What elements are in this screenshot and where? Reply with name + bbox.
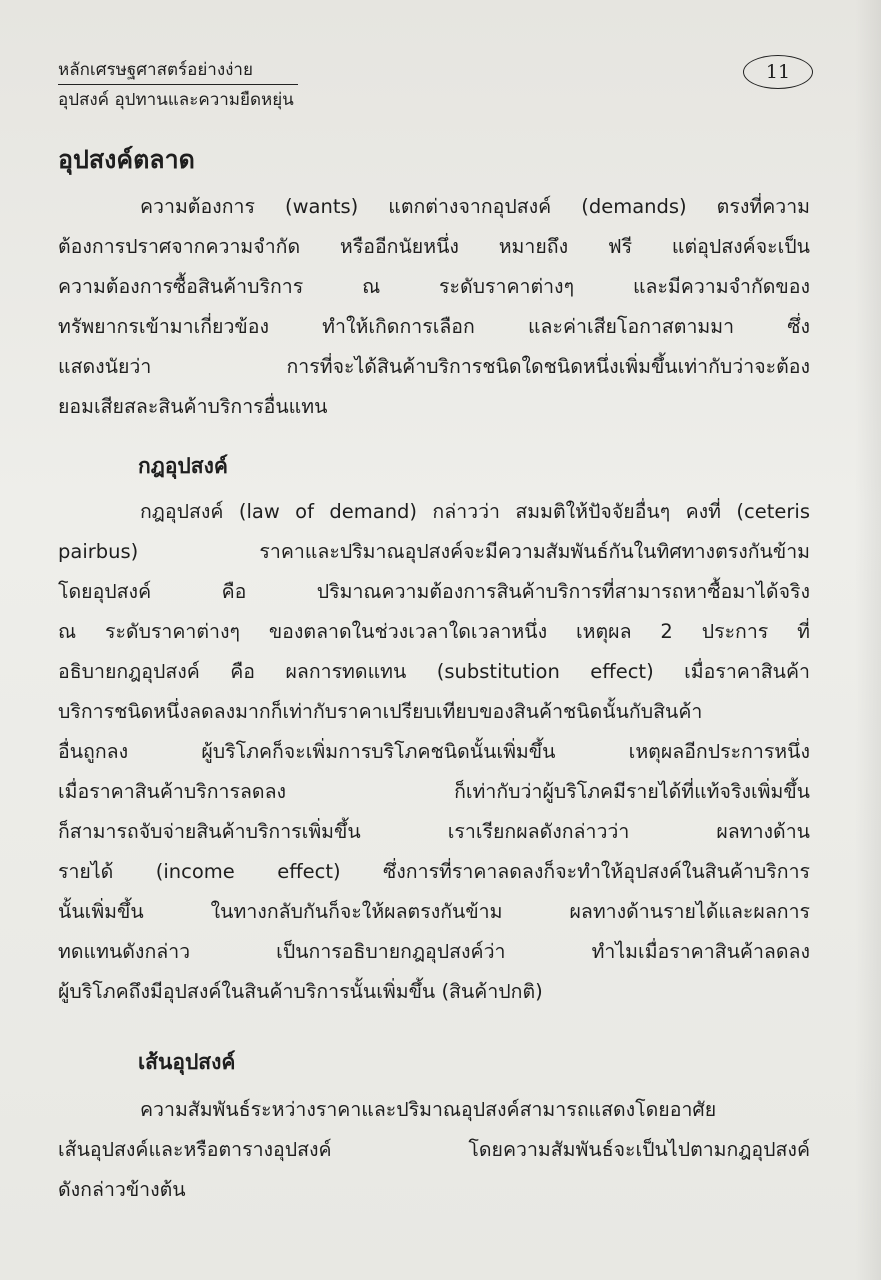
paragraph-line: บริการชนิดหนึ่งลดลงมากก็เท่ากับราคาเปรียบเทียบของสินค้าชนิดนั้นกับสินค้า [58, 700, 703, 723]
paragraph-line: ผู้บริโภคถึงมีอุปสงค์ในสินค้าบริการนั้นเพิ่มขึ้น (สินค้าปกติ) [58, 980, 543, 1003]
paragraph-line: ทรัพยากรเข้ามาเกี่ยวข้อง ทำให้เกิดการเลือก และค่าเสียโอกาสตามมา ซึ่ง [58, 315, 810, 338]
paragraph-line: ทดแทนดังกล่าว เป็นการอธิบายกฎอุปสงค์ว่า ทำไมเมื่อราคาสินค้าลดลง [58, 940, 810, 963]
page-number: 11 [743, 55, 813, 89]
paragraph-line: แสดงนัยว่า การที่จะได้สินค้าบริการชนิดใดชนิดหนึ่งเพิ่มขึ้นเท่ากับว่าจะต้อง [58, 355, 810, 378]
paragraph-line: ณ ระดับราคาต่างๆ ของตลาดในช่วงเวลาใดเวลาหนึ่ง เหตุผล 2 ประการ ที่ [58, 620, 810, 643]
paragraph-line: อื่นถูกลง ผู้บริโภคก็จะเพิ่มการบริโภคชนิดนั้นเพิ่มขึ้น เหตุผลอีกประการหนึ่ง [58, 740, 810, 763]
paragraph-line: ยอมเสียสละสินค้าบริการอื่นแทน [58, 395, 328, 418]
demand-curve-paragraph [58, 1090, 810, 1210]
page-edge-shadow [855, 0, 881, 1280]
paragraph-line: pairbus) ราคาและปริมาณอุปสงค์จะมีความสัมพันธ์กันในทิศทางตรงกันข้าม [58, 540, 810, 563]
law-of-demand-heading: กฎอุปสงค์ [138, 454, 228, 478]
book-title: หลักเศรษฐศาสตร์อย่างง่าย [58, 58, 298, 85]
paragraph-line: กฎอุปสงค์ (law of demand) กล่าวว่า สมมติให้ปัจจัยอื่นๆ คงที่ (ceteris [140, 500, 810, 523]
running-header [58, 58, 298, 113]
paragraph-line: โดยอุปสงค์ คือ ปริมาณความต้องการสินค้าบริการที่สามารถหาซื้อมาได้จริง [58, 580, 810, 603]
paragraph-line: ต้องการปราศจากความจำกัด หรืออีกนัยหนึ่ง หมายถึง ฟรี แต่อุปสงค์จะเป็น [58, 235, 810, 258]
paragraph-line: เมื่อราคาสินค้าบริการลดลง ก็เท่ากับว่าผู้บริโภคมีรายได้ที่แท้จริงเพิ่มขึ้น [58, 780, 810, 803]
paragraph-line: นั้นเพิ่มขึ้น ในทางกลับกันก็จะให้ผลตรงกันข้าม ผลทางด้านรายได้และผลการ [58, 900, 810, 923]
paragraph-line: ดังกล่าวข้างต้น [58, 1178, 186, 1201]
paragraph-line: ความสัมพันธ์ระหว่างราคาและปริมาณอุปสงค์สามารถแสดงโดยอาศัย [140, 1098, 717, 1121]
section-title: อุปสงค์ตลาด [58, 145, 195, 174]
chapter-title: อุปสงค์ อุปทานและความยืดหยุ่น [58, 90, 294, 110]
paragraph-line: ความต้องการซื้อสินค้าบริการ ณ ระดับราคาต่างๆ และมีความจำกัดของ [58, 275, 810, 298]
intro-paragraph [58, 187, 810, 427]
paragraph-line: ความต้องการ (wants) แตกต่างจากอุปสงค์ (demands) ตรงที่ความ [140, 195, 810, 218]
law-of-demand-paragraph [58, 492, 810, 1012]
paragraph-line: อธิบายกฎอุปสงค์ คือ ผลการทดแทน (substitution effect) เมื่อราคาสินค้า [58, 660, 810, 683]
paragraph-line: รายได้ (income effect) ซึ่งการที่ราคาลดลงก็จะทำให้อุปสงค์ในสินค้าบริการ [58, 860, 810, 883]
paragraph-line: ก็สามารถจับจ่ายสินค้าบริการเพิ่มขึ้น เราเรียกผลดังกล่าวว่า ผลทางด้าน [58, 820, 810, 843]
demand-curve-heading: เส้นอุปสงค์ [138, 1050, 236, 1074]
paragraph-line: เส้นอุปสงค์และหรือตารางอุปสงค์ โดยความสัมพันธ์จะเป็นไปตามกฎอุปสงค์ [58, 1138, 810, 1161]
